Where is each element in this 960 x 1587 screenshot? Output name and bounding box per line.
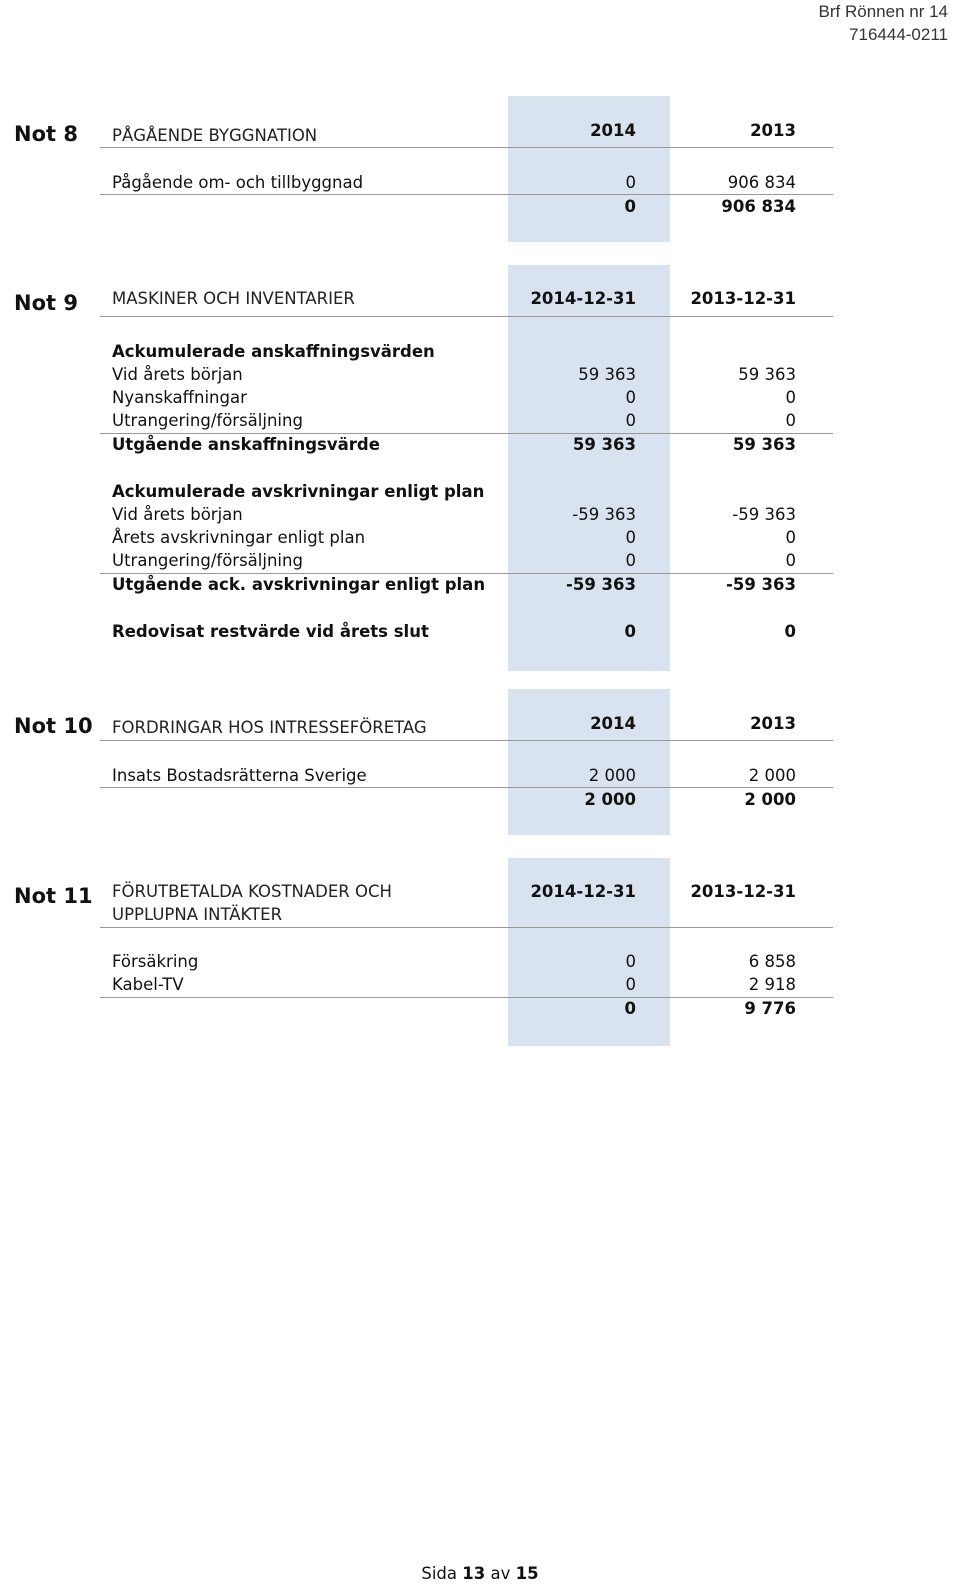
page-separator: av	[490, 1564, 511, 1583]
org-name: Brf Rönnen nr 14	[818, 2, 948, 21]
col-header-2: 2013-12-31	[690, 289, 796, 308]
total-value-2: 9 776	[744, 999, 796, 1018]
note-title: PÅGÅENDE BYGGNATION	[112, 126, 318, 145]
current-page: 13	[462, 1564, 486, 1583]
row-value-1: 0	[625, 388, 636, 407]
row-value-1: 0	[625, 528, 636, 547]
column-highlight	[508, 265, 670, 671]
divider	[100, 927, 833, 928]
row-value-2: 0	[785, 528, 796, 547]
col-header-2: 2013	[750, 121, 796, 140]
col-header-1: 2014	[590, 714, 636, 733]
note-label: Not 8	[14, 122, 78, 146]
total-value-2: 2 000	[744, 790, 796, 809]
row-value-1: 2 000	[588, 766, 636, 785]
divider	[100, 787, 833, 788]
divider	[100, 194, 833, 195]
note-title-line-2: UPPLUPNA INTÄKTER	[112, 905, 283, 924]
row-label: Kabel-TV	[112, 975, 184, 994]
page-number	[0, 1563, 960, 1585]
row-value-1: 0	[625, 173, 636, 192]
column-highlight	[508, 96, 670, 242]
row-value-1: 59 363	[578, 365, 636, 384]
row-value-2: 2 918	[748, 975, 796, 994]
section-heading: Ackumulerade anskaffningsvärden	[112, 342, 435, 361]
note-title: MASKINER OCH INVENTARIER	[112, 289, 355, 308]
row-label: Nyanskaffningar	[112, 388, 247, 407]
row-value-2: 59 363	[738, 365, 796, 384]
page-prefix: Sida	[421, 1564, 458, 1583]
note-title-line-1: FÖRUTBETALDA KOSTNADER OCH	[112, 882, 392, 901]
note-label: Not 11	[14, 884, 93, 908]
row-label: Årets avskrivningar enligt plan	[112, 528, 366, 547]
total-value-2: 906 834	[721, 197, 796, 216]
row-label: Vid årets början	[112, 365, 243, 384]
divider	[100, 147, 833, 148]
row-label: Försäkring	[112, 952, 199, 971]
org-number: 716444-0211	[849, 25, 948, 44]
divider	[100, 740, 833, 741]
col-header-2: 2013-12-31	[690, 882, 796, 901]
row-label: Vid årets början	[112, 505, 243, 524]
total-value-1: 0	[624, 197, 636, 216]
row-label: Utrangering/försäljning	[112, 411, 303, 430]
total-value-1: 0	[624, 999, 636, 1018]
row-value-2: 0	[785, 411, 796, 430]
total-value-2: -59 363	[726, 575, 796, 594]
divider	[100, 997, 833, 998]
row-value-1: 0	[625, 411, 636, 430]
total-pages: 15	[515, 1564, 539, 1583]
row-label: Utrangering/försäljning	[112, 551, 303, 570]
row-label: Pågående om- och tillbyggnad	[112, 173, 364, 192]
result-value-2: 0	[784, 622, 796, 641]
note-title: FORDRINGAR HOS INTRESSEFÖRETAG	[112, 718, 427, 737]
divider	[100, 316, 833, 317]
total-label: Utgående ack. avskrivningar enligt plan	[112, 575, 486, 594]
row-value-2: 6 858	[748, 952, 796, 971]
row-value-2: 0	[785, 388, 796, 407]
total-value-2: 59 363	[732, 435, 796, 454]
row-value-2: 906 834	[727, 173, 796, 192]
section-heading: Ackumulerade avskrivningar enligt plan	[112, 482, 485, 501]
row-value-2: 0	[785, 551, 796, 570]
row-value-1: 0	[625, 551, 636, 570]
document-header	[819, 0, 948, 46]
total-value-1: 2 000	[584, 790, 636, 809]
col-header-1: 2014	[590, 121, 636, 140]
row-value-2: 2 000	[748, 766, 796, 785]
total-label: Utgående anskaffningsvärde	[112, 435, 380, 454]
total-value-1: -59 363	[566, 575, 636, 594]
row-value-1: -59 363	[572, 505, 636, 524]
col-header-1: 2014-12-31	[530, 882, 636, 901]
row-label: Insats Bostadsrätterna Sverige	[112, 766, 367, 785]
note-label: Not 10	[14, 714, 93, 738]
column-highlight	[508, 689, 670, 835]
row-value-2: -59 363	[732, 505, 796, 524]
col-header-1: 2014-12-31	[530, 289, 636, 308]
result-value-1: 0	[624, 622, 636, 641]
note-label: Not 9	[14, 291, 78, 315]
result-label: Redovisat restvärde vid årets slut	[112, 622, 429, 641]
row-value-1: 0	[625, 952, 636, 971]
col-header-2: 2013	[750, 714, 796, 733]
total-value-1: 59 363	[572, 435, 636, 454]
row-value-1: 0	[625, 975, 636, 994]
